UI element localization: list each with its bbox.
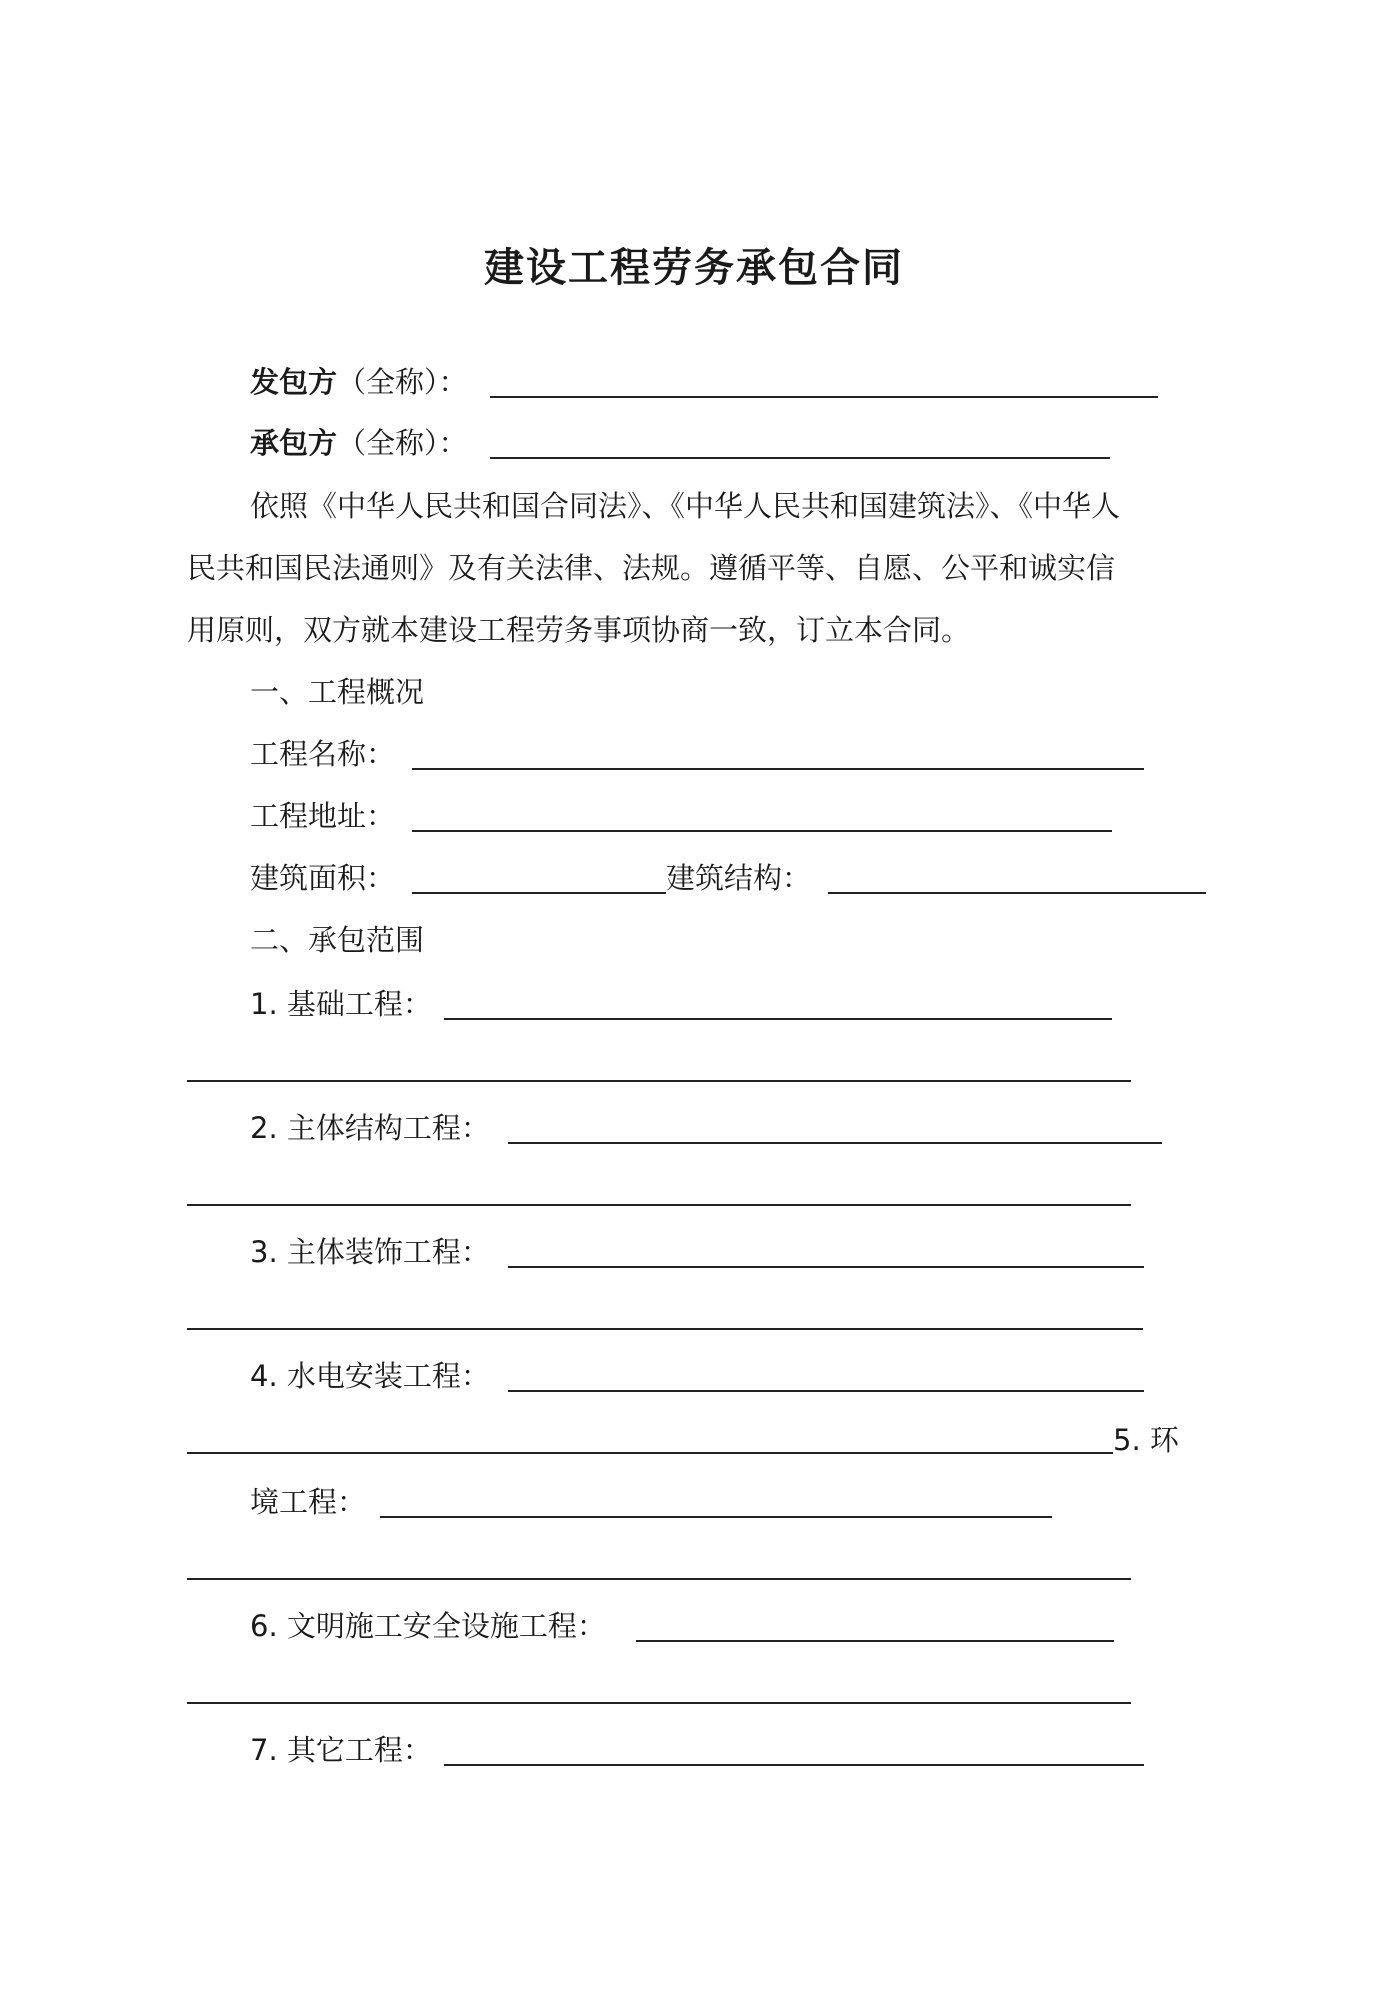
employer-fullname-note: （全称）：	[337, 365, 468, 399]
scope-item-5-field-cont[interactable]	[187, 1578, 1131, 1580]
project-name-label: 工程名称：	[250, 737, 396, 771]
scope-item-7-label: 7. 其它工程：	[250, 1733, 432, 1767]
project-address-label: 工程地址：	[250, 799, 396, 833]
scope-item-1-label: 1. 基础工程：	[250, 987, 432, 1021]
employer-row	[250, 364, 468, 400]
scope-item-7-field[interactable]	[444, 1764, 1144, 1766]
project-name-field[interactable]	[412, 768, 1144, 770]
building-area-label: 建筑面积：	[250, 861, 396, 895]
scope-item-1-field[interactable]	[444, 1018, 1112, 1020]
employer-label: 发包方	[250, 365, 338, 399]
scope-item-3-label: 3. 主体装饰工程：	[250, 1235, 490, 1269]
scope-item-4-field-cont[interactable]	[187, 1452, 1113, 1454]
contractor-fullname-note: （全称）：	[337, 426, 468, 460]
scope-item-5-label-start: 5. 环	[1113, 1423, 1179, 1457]
project-address-field[interactable]	[412, 830, 1112, 832]
scope-item-1-field-cont[interactable]	[187, 1080, 1131, 1082]
scope-item-2-field-cont[interactable]	[187, 1204, 1131, 1206]
employer-name-field[interactable]	[490, 396, 1158, 398]
building-structure-field[interactable]	[828, 892, 1206, 894]
scope-item-2-field[interactable]	[508, 1142, 1162, 1144]
contractor-name-field[interactable]	[490, 457, 1110, 459]
contractor-label: 承包方	[250, 426, 338, 460]
scope-item-6-field[interactable]	[636, 1640, 1114, 1642]
preamble-line-3: 用原则，双方就本建设工程劳务事项协商一致，订立本合同。	[187, 613, 971, 647]
scope-item-5-label-end: 境工程：	[250, 1485, 367, 1519]
scope-item-4-field[interactable]	[508, 1390, 1144, 1392]
document-title: 建设工程劳务承包合同	[484, 245, 904, 291]
contractor-row	[250, 425, 468, 461]
scope-item-6-field-cont[interactable]	[187, 1702, 1131, 1704]
scope-item-3-field[interactable]	[508, 1266, 1144, 1268]
scope-item-3-field-cont[interactable]	[187, 1328, 1143, 1330]
building-area-field[interactable]	[412, 892, 666, 894]
preamble-line-1: 依照《中华人民共和国合同法》、《中华人民共和国建筑法》、《中华人	[250, 489, 1121, 523]
section1-heading: 一、工程概况	[250, 675, 425, 709]
scope-item-4-label: 4. 水电安装工程：	[250, 1359, 490, 1393]
scope-item-2-label: 2. 主体结构工程：	[250, 1111, 490, 1145]
scope-item-6-label: 6. 文明施工安全设施工程：	[250, 1609, 606, 1643]
building-structure-label: 建筑结构：	[666, 861, 812, 895]
preamble-line-2: 民共和国民法通则》及有关法律、法规。遵循平等、自愿、公平和诚实信	[187, 551, 1116, 585]
scope-item-5-field[interactable]	[380, 1516, 1052, 1518]
section2-heading: 二、承包范围	[250, 923, 425, 957]
